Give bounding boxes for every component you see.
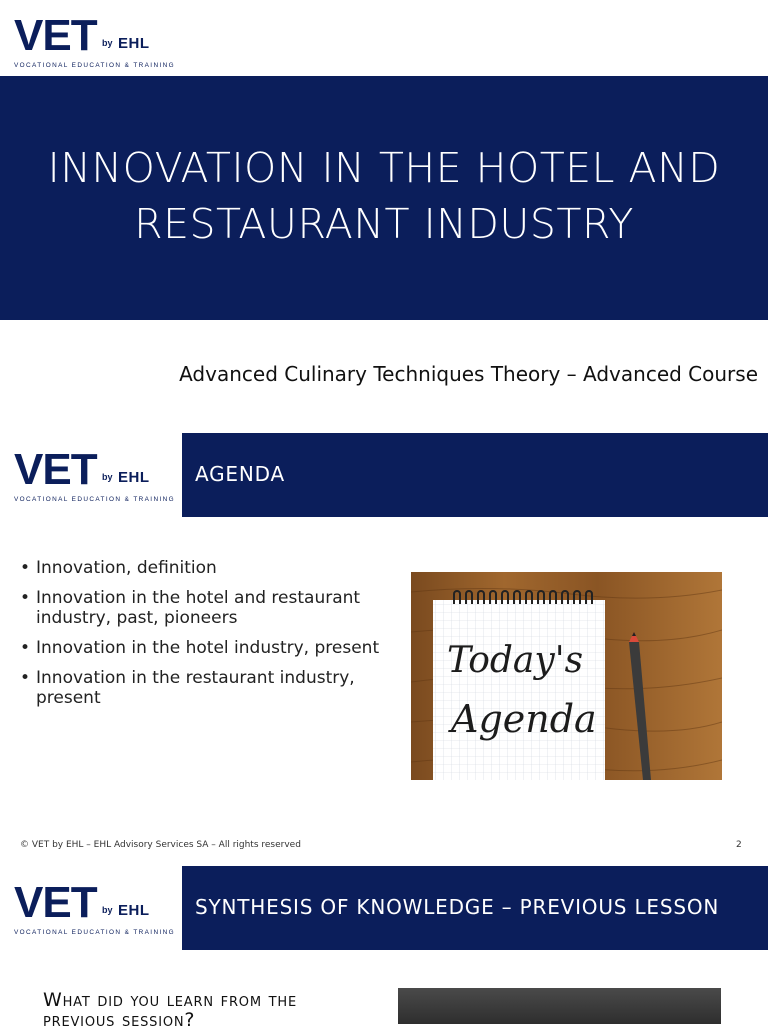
chalkboard-image [398, 988, 721, 1024]
logo-brand: VET [14, 878, 97, 927]
agenda-header-bar [182, 433, 768, 517]
logo-partner: EHL [118, 469, 150, 486]
title-line-1: INNOVATION IN THE HOTEL AND [47, 144, 721, 192]
synthesis-heading: SYNTHESIS OF KNOWLEDGE – PREVIOUS LESSON [195, 895, 720, 919]
vet-ehl-logo [14, 11, 184, 72]
logo-by: by [102, 38, 113, 48]
question-line-1: What did you learn from the [43, 989, 298, 1011]
logo-by: by [102, 905, 113, 915]
logo-partner: EHL [118, 902, 150, 919]
logo-by: by [102, 472, 113, 482]
agenda-item: • Innovation in the hotel industry, present [20, 638, 395, 658]
agenda-footer: © VET by EHL – EHL Advisory Services SA – All rights reserved [20, 840, 301, 850]
agenda-item: • Innovation in the restaurant industry, present [20, 668, 395, 708]
agenda-heading: AGENDA [195, 462, 285, 486]
page-number: 2 [736, 840, 742, 850]
logo-tagline: VOCATIONAL EDUCATION & TRAINING [14, 929, 176, 936]
todays-agenda-image [411, 572, 722, 780]
logo-brand: VET [14, 445, 97, 494]
logo-tagline: VOCATIONAL EDUCATION & TRAINING [14, 62, 176, 69]
logo-partner: EHL [118, 35, 150, 52]
question-line-2: previous session? [43, 1009, 196, 1031]
agenda-item: • Innovation in the hotel and restaurant industry, past, pioneers [20, 588, 395, 628]
title-banner [0, 76, 768, 320]
image-text-line-1: Today's [447, 640, 584, 681]
agenda-list [20, 558, 395, 718]
synthesis-question [43, 990, 363, 1030]
vet-ehl-logo [14, 878, 184, 939]
image-text-line-2: Agenda [451, 697, 597, 741]
agenda-item: • Innovation, definition [20, 558, 395, 578]
logo-brand: VET [14, 11, 97, 60]
logo-tagline: VOCATIONAL EDUCATION & TRAINING [14, 496, 176, 503]
notepad-photo-icon [411, 572, 722, 780]
title-line-2: RESTAURANT INDUSTRY [134, 200, 634, 248]
synthesis-header-bar [182, 866, 768, 950]
vet-ehl-logo [14, 445, 184, 506]
presentation-title [0, 140, 768, 252]
presentation-subtitle: Advanced Culinary Techniques Theory – Advanced Course [179, 362, 758, 386]
